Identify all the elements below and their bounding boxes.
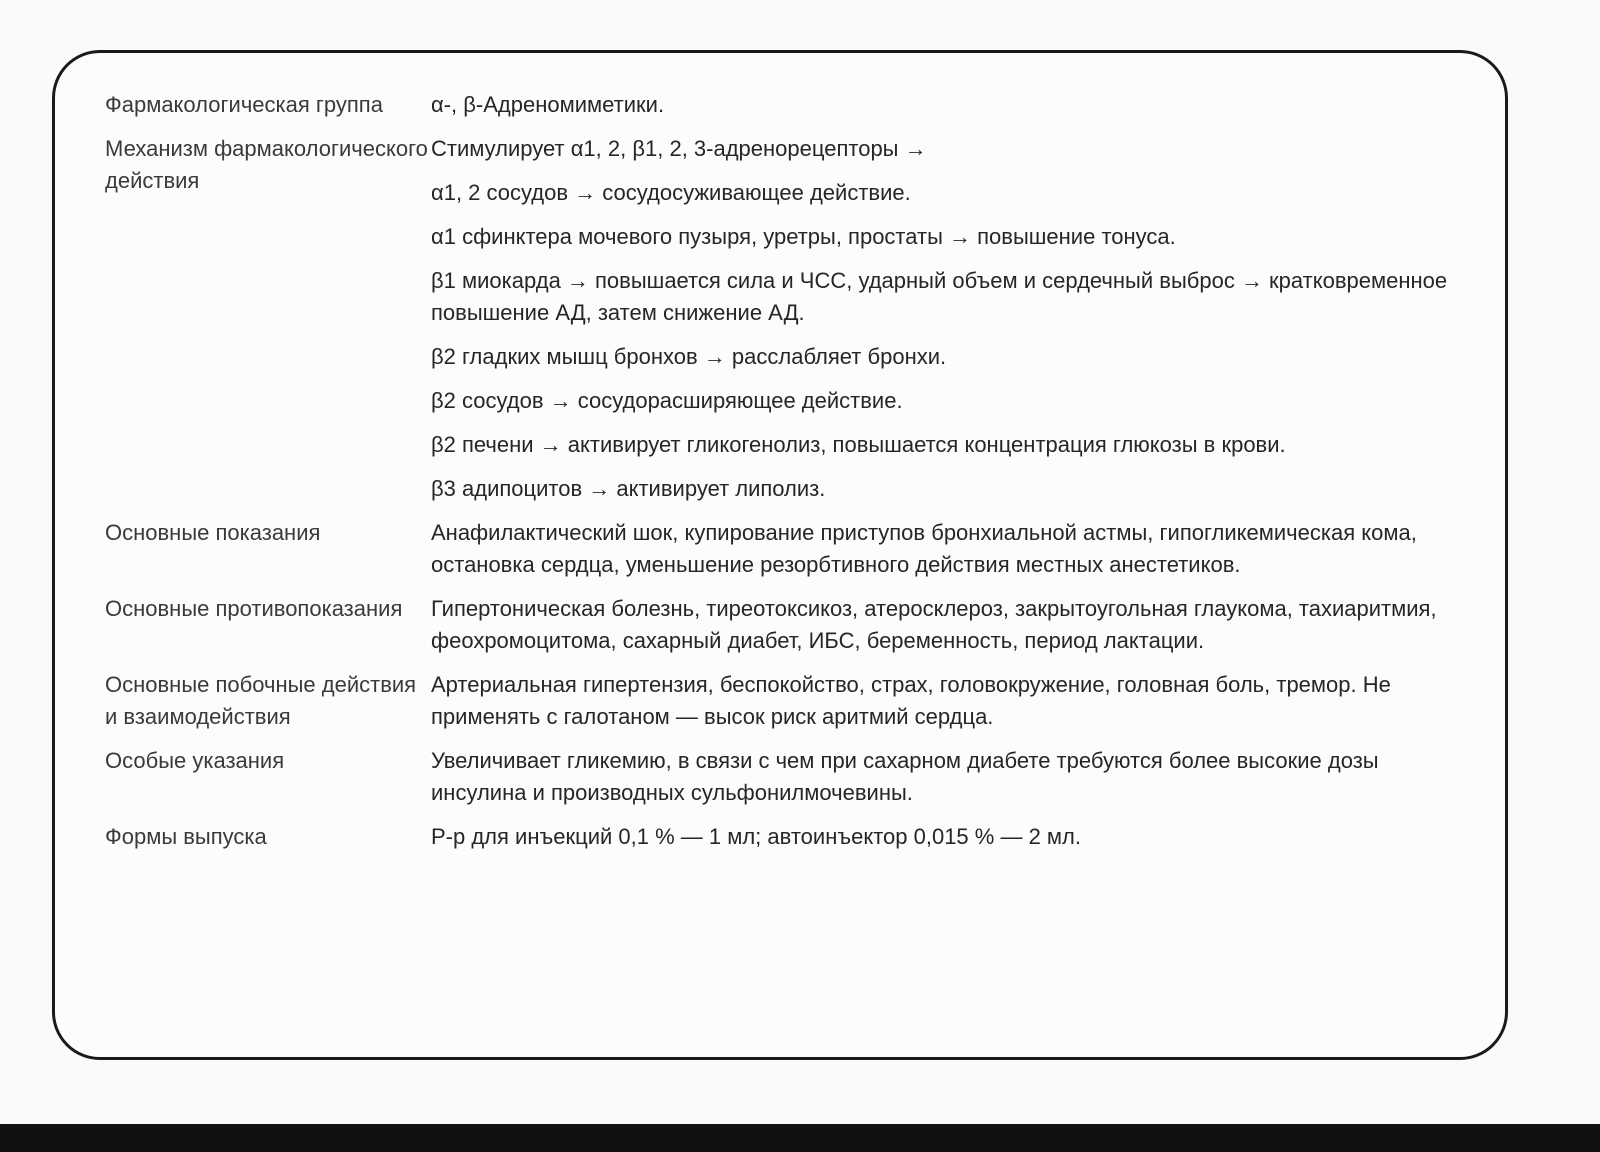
value-pharmacological-group: α-, β-Адреномиметики.: [431, 92, 665, 117]
mechanism-paragraph: α1, 2 сосудов → сосудосуживающее действие.: [431, 180, 911, 205]
mechanism-paragraph: Стимулирует α1, 2, β1, 2, 3-адренорецепторы →: [431, 136, 927, 161]
label-release-forms: Формы выпуска: [105, 824, 267, 849]
mechanism-paragraph: β2 сосудов → сосудорасширяющее действие.: [431, 388, 903, 413]
mechanism-paragraph: β3 адипоцитов → активирует липолиз.: [431, 476, 826, 501]
row-mechanism: [105, 133, 1465, 505]
value-indications: Анафилактический шок, купирование приступов бронхиальной астмы, гипогликемическая кома, остановка сердца, уменьшение резорбтивного действия местных анестетиков.: [431, 520, 1417, 577]
label-special-instructions: Особые указания: [105, 748, 285, 773]
value-mechanism: [431, 133, 1465, 505]
label-mechanism: Механизм фармакологического действия: [105, 136, 428, 193]
label-pharmacological-group: Фармакологическая группа: [105, 92, 383, 117]
mechanism-paragraph: α1 сфинктера мочевого пузыря, уретры, простаты → повышение тонуса.: [431, 224, 1176, 249]
row-special-instructions: [105, 745, 1465, 809]
mechanism-paragraph: β1 миокарда → повышается сила и ЧСС, ударный объем и сердечный выброс → кратковременное повышение АД, затем снижение АД.: [431, 268, 1448, 325]
row-release-forms: [105, 821, 1465, 853]
page-bottom-edge: [0, 1124, 1600, 1152]
drug-info-table: [105, 89, 1465, 853]
row-side-effects: [105, 669, 1465, 733]
value-side-effects: Артериальная гипертензия, беспокойство, страх, головокружение, головная боль, тремор. Не применять с галотаном — высок риск аритмий сердца.: [431, 672, 1391, 729]
value-contraindications: Гипертоническая болезнь, тиреотоксикоз, атеросклероз, закрытоугольная глаукома, тахиаритмия, феохромоцитома, сахарный диабет, ИБС, беременность, период лактации.: [431, 596, 1437, 653]
drug-info-card: [52, 50, 1508, 1060]
row-indications: [105, 517, 1465, 581]
row-pharmacological-group: [105, 89, 1465, 121]
value-special-instructions: Увеличивает гликемию, в связи с чем при сахарном диабете требуются более высокие дозы инсулина и производных сульфонилмочевины.: [431, 748, 1379, 805]
label-indications: Основные показания: [105, 520, 321, 545]
label-side-effects: Основные побочные действия и взаимодействия: [105, 672, 417, 729]
label-contraindications: Основные противопоказания: [105, 596, 403, 621]
mechanism-paragraph: β2 гладких мышц бронхов → расслабляет бронхи.: [431, 344, 947, 369]
mechanism-paragraph: β2 печени → активирует гликогенолиз, повышается концентрация глюкозы в крови.: [431, 432, 1286, 457]
value-release-forms: Р-р для инъекций 0,1 % — 1 мл; автоинъектор 0,015 % — 2 мл.: [431, 824, 1081, 849]
row-contraindications: [105, 593, 1465, 657]
